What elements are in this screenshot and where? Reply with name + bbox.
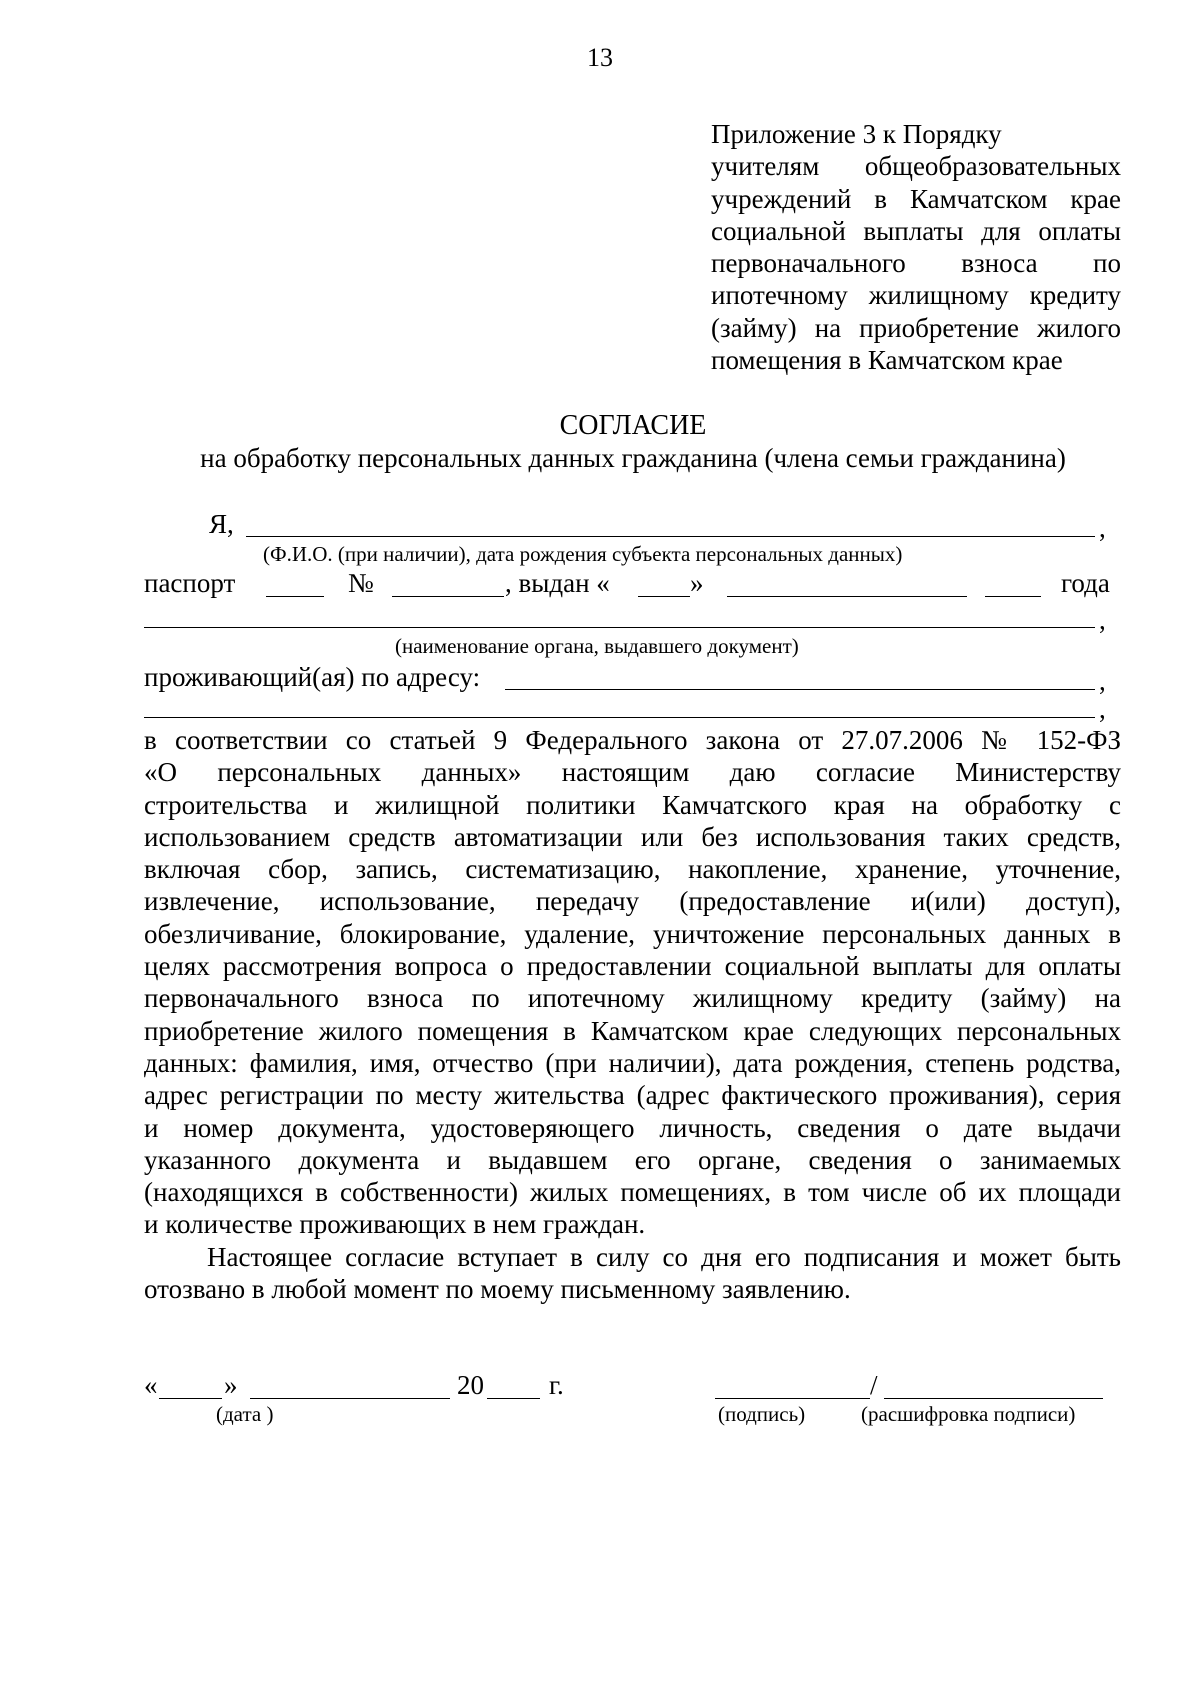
appendix-line: социальной выплаты для оплаты: [711, 215, 1121, 246]
address-field-continuation[interactable]: [144, 717, 1095, 718]
passport-label: паспорт: [144, 568, 236, 598]
passport-series-field[interactable]: [266, 596, 324, 597]
date-quote-close: »: [224, 1370, 238, 1400]
number-sign: №: [348, 568, 374, 598]
body-line: отозвано в любой момент по моему письменному заявлению.: [144, 1274, 851, 1305]
appendix-line: ипотечному жилищному кредиту: [711, 280, 1121, 311]
appendix-line: помещения в Камчатском крае: [711, 345, 1063, 376]
issuer-caption: (наименование органа, выдавшего документ): [395, 634, 799, 658]
body-line: извлечение, использование, передачу (предоставление и(или) доступ),: [144, 886, 1121, 917]
appendix-header: [711, 118, 1121, 376]
body-line: в соответствии со статьей 9 Федерального закона от 27.07.2006 № 152-ФЗ: [144, 725, 1121, 755]
body-line: (находящихся в собственности) жилых помещениях, в том числе об их площади: [144, 1177, 1121, 1208]
body-line: строительства и жилищной политики Камчатского края на обработку с: [144, 789, 1121, 820]
year-suffix: г.: [549, 1370, 564, 1400]
appendix-line: учреждений в Камчатском крае: [711, 183, 1121, 214]
validity-paragraph: [144, 1241, 1121, 1306]
i-label: Я,: [209, 509, 234, 539]
body-line: Настоящее согласие вступает в силу со дня его подписания и может быть: [207, 1242, 1121, 1272]
issued-label: , выдан «: [505, 568, 610, 598]
consent-paragraph: [144, 724, 1121, 1241]
signature-caption: (подпись): [718, 1402, 806, 1426]
comma: ,: [1099, 666, 1106, 696]
comma: ,: [1099, 513, 1106, 543]
appendix-line: первоначального взноса по: [711, 248, 1121, 279]
body-line: обезличивание, блокирование, удаление, уничтожение персональных данных в: [144, 918, 1121, 949]
body-line: приобретение жилого помещения в Камчатском крае следующих персональных: [144, 1015, 1121, 1046]
address-field[interactable]: [505, 689, 1095, 690]
page-number: 13: [587, 43, 613, 72]
body-line: первоначального взноса по ипотечному жилищному кредиту (займу) на: [144, 983, 1121, 1014]
date-year-field[interactable]: [487, 1398, 540, 1399]
issuer-field[interactable]: [144, 627, 1095, 628]
comma: ,: [1099, 605, 1106, 635]
fio-caption: (Ф.И.О. (при наличии), дата рождения субъекта персональных данных): [263, 542, 903, 566]
body-line: адрес регистрации по месту жительства (адрес фактического проживания), серия: [144, 1080, 1121, 1111]
date-caption: (дата ): [216, 1402, 274, 1426]
decode-caption: (расшифровка подписи): [861, 1402, 1076, 1426]
document-title: СОГЛАСИЕ: [559, 410, 707, 441]
date-month-field[interactable]: [250, 1398, 450, 1399]
body-line: использованием средств автоматизации или без использования таких средств,: [144, 821, 1121, 852]
issue-month-field[interactable]: [727, 596, 967, 597]
appendix-line: Приложение 3 к Порядку: [711, 119, 1002, 149]
issue-year-field[interactable]: [985, 596, 1041, 597]
body-line: и номер документа, удостоверяющего личность, сведения о дате выдачи: [144, 1112, 1121, 1143]
comma: ,: [1099, 694, 1106, 724]
fio-field[interactable]: [246, 536, 1095, 537]
body-line: указанного документа и выдавшем его органе, сведения о занимаемых: [144, 1144, 1121, 1175]
body-line: и количестве проживающих в нем граждан.: [144, 1209, 646, 1240]
appendix-line: учителям общеобразовательных: [711, 151, 1121, 182]
issue-day-field[interactable]: [638, 596, 690, 597]
appendix-line: (займу) на приобретение жилого: [711, 312, 1121, 343]
signature-field[interactable]: [715, 1398, 870, 1399]
signature-decode-field[interactable]: [884, 1398, 1103, 1399]
body-line: включая сбор, запись, систематизацию, накопление, хранение, уточнение,: [144, 854, 1121, 885]
quote-close: »: [690, 568, 704, 598]
address-label: проживающий(ая) по адресу:: [144, 662, 481, 692]
year-label: года: [1061, 568, 1110, 598]
year-prefix: 20: [457, 1370, 484, 1400]
body-line: целях рассмотрения вопроса о предоставлении социальной выплаты для оплаты: [144, 951, 1121, 982]
document-subtitle: на обработку персональных данных гражданина (члена семьи гражданина): [200, 443, 1066, 473]
passport-number-field[interactable]: [392, 596, 504, 597]
body-line: данных: фамилия, имя, отчество (при наличии), дата рождения, степень родства,: [144, 1047, 1121, 1078]
date-quote-open: «: [144, 1370, 158, 1400]
body-line: «О персональных данных» настоящим даю согласие Министерству: [144, 757, 1121, 788]
date-day-field[interactable]: [159, 1398, 222, 1399]
signature-slash: /: [870, 1370, 878, 1400]
